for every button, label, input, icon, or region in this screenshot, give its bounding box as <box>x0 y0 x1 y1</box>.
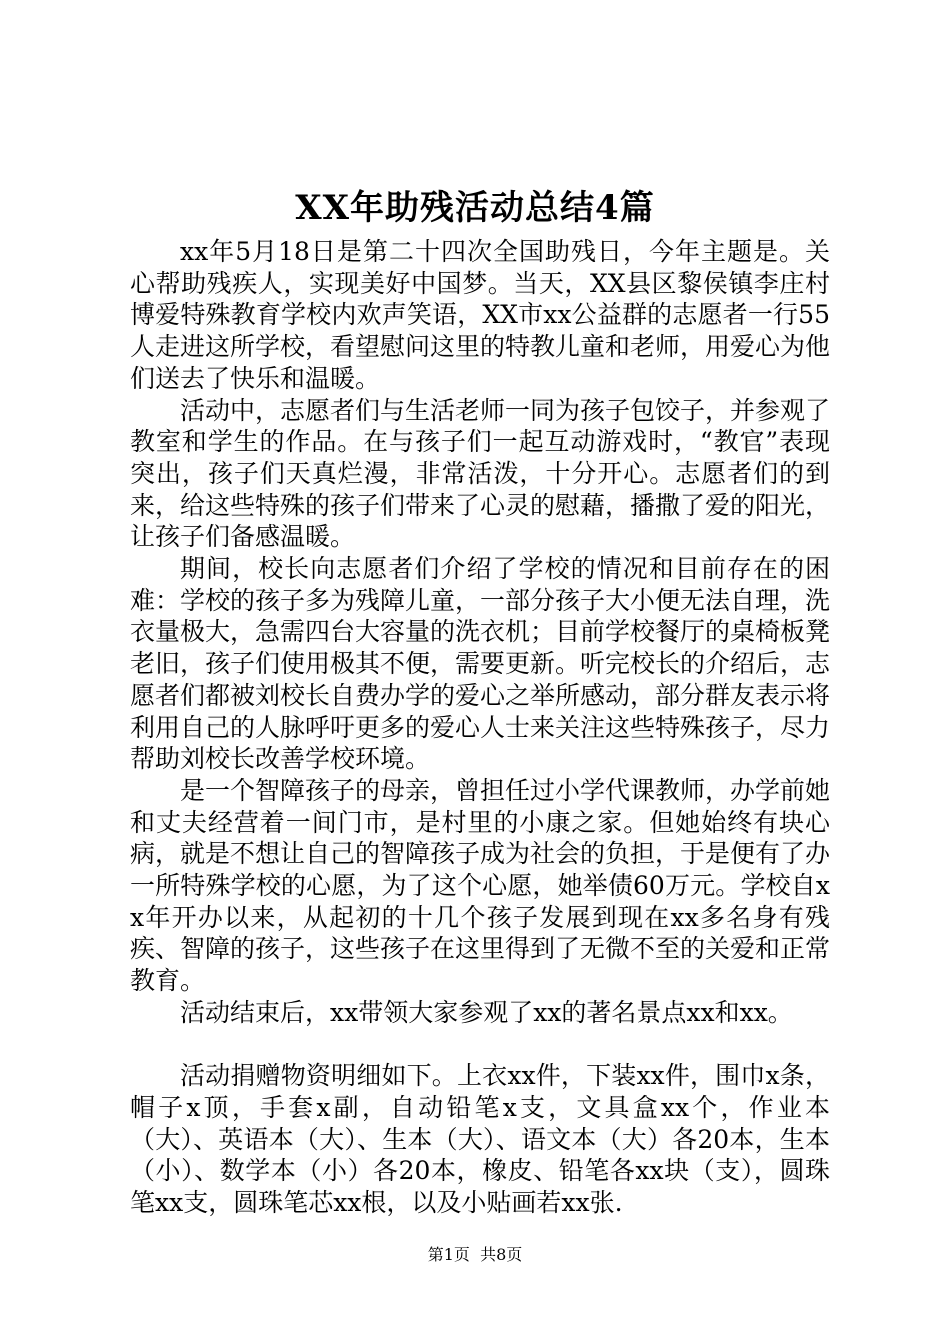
page-footer: 第1页 共8页 <box>427 1245 523 1264</box>
paragraph: xx年5月18日是第二十四次全国助残日，今年主题是。关心帮助残疾人，实现美好中国梦。当天，XX县区黎侯镇李庄村博爱特殊教育学校内欢声笑语，XX市xx公益群的志愿者一行55人走进这所学校，看望慰问这里的特教儿童和老师，用爱心为他们送去了快乐和温暖。 <box>130 237 831 393</box>
paragraph: 活动结束后，xx带领大家参观了xx的著名景点xx和xx。 <box>180 997 793 1027</box>
paragraph: 活动捐赠物资明细如下。上衣xx件，下装xx件，围巾x条，帽子x顶，手套x副，自动铅笔x支，文具盒xx个，作业本（大）、英语本（大）、生本（大）、语文本（大）各20本，生本（小）、数学本（小）各20本，橡皮、铅笔各xx块（支），圆珠笔xx支，圆珠笔芯xx根，以及小贴画若xx张. <box>130 1061 830 1218</box>
document-body <box>130 236 830 1219</box>
document-title: XX年助残活动总结4篇 <box>295 188 655 228</box>
paragraph: 是一个智障孩子的母亲，曾担任过小学代课教师，办学前她和丈夫经营着一间门市，是村里的小康之家。但她始终有块心病，就是不想让自己的智障孩子成为社会的负担，于是便有了办一所特殊学校的心愿，为了这个心愿，她举债60万元。学校自xx年开办以来，从起初的十几个孩子发展到现在xx多名身有残疾、智障的孩子，这些孩子在这里得到了无微不至的关爱和正常教育。 <box>130 775 831 996</box>
paragraph: 活动中，志愿者们与生活老师一同为孩子包饺子，并参观了教室和学生的作品。在与孩子们一起互动游戏时，“教官”表现突出，孩子们天真烂漫，非常活泼，十分开心。志愿者们的到来，给这些特殊的孩子们带来了心灵的慰藉，播撒了爱的阳光，让孩子们备感温暖。 <box>130 395 831 552</box>
paragraph: 期间，校长向志愿者们介绍了学校的情况和目前存在的困难：学校的孩子多为残障儿童，一部分孩子大小便无法自理，洗衣量极大，急需四台大容量的洗衣机；目前学校餐厅的桌椅板凳老旧，孩子们使用极其不便，需要更新。听完校长的介绍后，志愿者们都被刘校长自费办学的爱心之举所感动，部分群友表示将利用自己的人脉呼吁更多的爱心人士来关注这些特殊孩子，尽力帮助刘校长改善学校环境。 <box>130 554 831 774</box>
